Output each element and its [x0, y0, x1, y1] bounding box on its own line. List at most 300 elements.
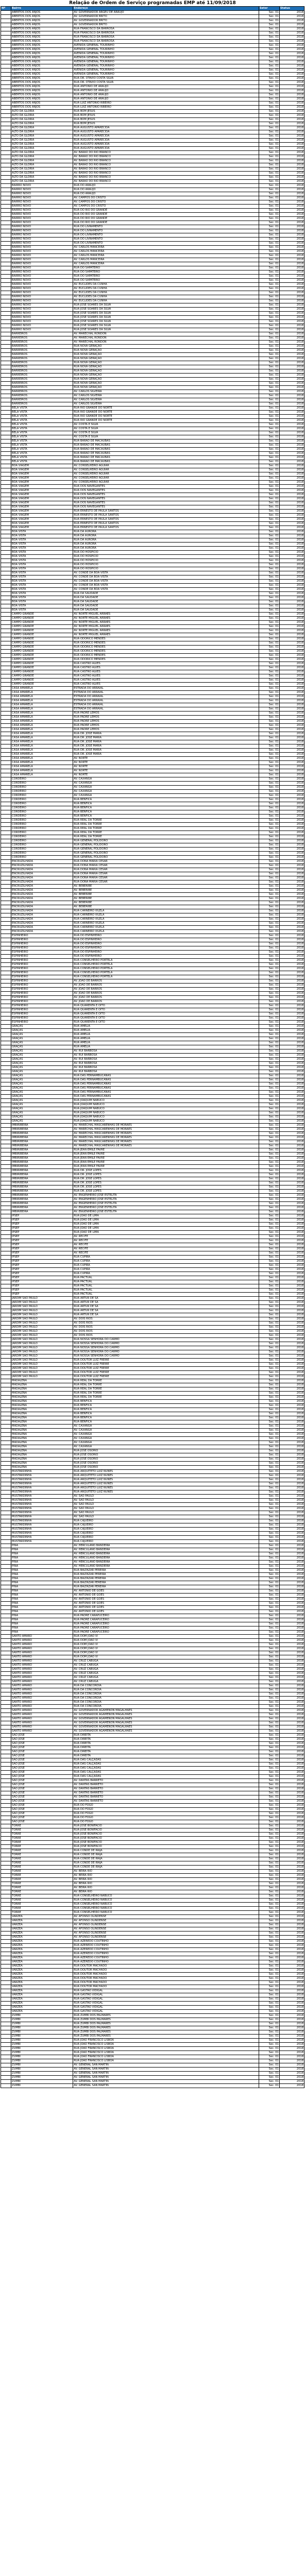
cell-status: 2018 [279, 1181, 304, 1185]
table-row [1, 1025, 304, 1029]
cell-endereco: RUA JOAQUIM NABUCO [73, 1120, 259, 1124]
cell-no [1, 1120, 11, 1124]
table-row [1, 1692, 304, 1697]
cell-status: 2018 [279, 683, 304, 687]
cell-status: 2018 [279, 163, 304, 167]
cell-bairro: IPSEP [11, 1218, 73, 1223]
cell-status: 2018 [279, 679, 304, 683]
cell-no [1, 1573, 11, 1577]
cell-status: 2018 [279, 1338, 304, 1342]
table-row [1, 547, 304, 551]
table-row [1, 1462, 304, 1466]
cell-setor: Sec. 01 [259, 584, 279, 588]
cell-setor: Sec. 01 [259, 126, 279, 130]
cell-status: 2018 [279, 1688, 304, 1692]
table-row [1, 1997, 304, 2002]
cell-endereco: RUA ERNESTO DE PAULA SANTOS [73, 526, 259, 530]
cell-no [1, 815, 11, 819]
table-row [1, 2022, 304, 2026]
cell-no [1, 374, 11, 378]
cell-endereco: AV. GOVERNADOR BRITO [73, 19, 259, 23]
cell-no [1, 580, 11, 584]
cell-endereco: RUA DOUTOR MACHADO [73, 1981, 259, 1985]
cell-setor: Sec. 01 [259, 1305, 279, 1309]
cell-status: 2018 [279, 1008, 304, 1012]
cell-setor: Sec. 01 [259, 1045, 279, 1049]
cell-status: 2018 [279, 1157, 304, 1161]
cell-status: 2018 [279, 1795, 304, 1800]
cell-setor: Sec. 01 [259, 1544, 279, 1548]
table-row [1, 1305, 304, 1309]
table-row [1, 1552, 304, 1556]
cell-endereco: RUA DIREITA [73, 1742, 259, 1746]
cell-no [1, 1458, 11, 1462]
cell-bairro: ZUMBI [11, 2051, 73, 2055]
table-row [1, 1519, 304, 1523]
table-row [1, 938, 304, 942]
cell-status: 2018 [279, 1985, 304, 1989]
table-row [1, 658, 304, 662]
cell-no [1, 184, 11, 188]
table-row [1, 1857, 304, 1861]
cell-no [1, 1354, 11, 1359]
cell-no [1, 1128, 11, 1132]
cell-setor: Sec. 01 [259, 1466, 279, 1470]
cell-bairro: SANTO AMARO [11, 1659, 73, 1664]
cell-setor: Sec. 01 [259, 118, 279, 122]
cell-no [1, 1363, 11, 1367]
cell-status: 2018 [279, 456, 304, 460]
cell-status: 2018 [279, 1779, 304, 1783]
cell-bairro: SÃO JOSÉ [11, 1816, 73, 1820]
table-row [1, 93, 304, 97]
cell-endereco: RUA DA CONCÓRDIA [73, 1697, 259, 1701]
cell-status: 2018 [279, 1664, 304, 1668]
cell-endereco: AV. CAXANGÁ [73, 1437, 259, 1441]
cell-bairro: ABERTOS DOS ANJOS [11, 106, 73, 110]
cell-bairro: PINA [11, 1552, 73, 1556]
cell-status: 2018 [279, 979, 304, 984]
cell-no [1, 44, 11, 48]
cell-endereco: RUA BENFICA [73, 1408, 259, 1412]
cell-setor: Sec. 01 [259, 1890, 279, 1894]
cell-bairro: ESPINHEIRO [11, 1012, 73, 1016]
table-row [1, 1021, 304, 1025]
cell-endereco: RUA DOUTOR MACHADO [73, 1969, 259, 1973]
cell-no [1, 1058, 11, 1062]
cell-no [1, 1132, 11, 1136]
cell-setor: Sec. 01 [259, 159, 279, 163]
table-row [1, 419, 304, 423]
cell-status: 2018 [279, 1297, 304, 1301]
cell-bairro: BOA VIAGEM [11, 464, 73, 468]
cell-endereco: RUA DOS NAVEGANTES [73, 485, 259, 489]
cell-bairro: VÁRZEA [11, 2002, 73, 2006]
cell-endereco: AV. ANTÔNIO DE GÓES [73, 1610, 259, 1614]
table-row [1, 1610, 304, 1614]
cell-status: 2018 [279, 77, 304, 81]
cell-endereco: RUA ODORICO MENDES [73, 650, 259, 654]
cell-endereco: RUA REAL DA TORRE [73, 819, 259, 823]
cell-bairro: ZUMBI [11, 2076, 73, 2080]
cell-endereco: AV. AFONSO OLINDENSE [73, 1923, 259, 1927]
cell-no [1, 1000, 11, 1004]
cell-bairro: SANTO AMARO [11, 1664, 73, 1668]
cell-bairro: ABERTOS DOS ANJOS [11, 15, 73, 19]
table-row [1, 1837, 304, 1841]
table-row [1, 1280, 304, 1284]
cell-status: 2018 [279, 711, 304, 716]
cell-status: 2018 [279, 617, 304, 621]
table-row [1, 1730, 304, 1734]
cell-endereco: RUA CARNEIRO VILELA [73, 909, 259, 913]
cell-endereco: RUA JOÃO FRANCISCO LISBOA [73, 2047, 259, 2051]
cell-no [1, 1548, 11, 1552]
cell-bairro: BARREIROS [11, 402, 73, 406]
cell-setor: Sec. 01 [259, 1618, 279, 1622]
cell-endereco: RUA DA CONCÓRDIA [73, 1684, 259, 1688]
cell-status: 2018 [279, 1272, 304, 1276]
cell-bairro: BARREIROS [11, 382, 73, 386]
cell-no [1, 1886, 11, 1890]
cell-no [1, 69, 11, 73]
cell-no [1, 1635, 11, 1639]
table-row [1, 543, 304, 547]
cell-status: 2018 [279, 782, 304, 786]
cell-bairro: BAIRRO NOVO [11, 299, 73, 303]
cell-status: 2018 [279, 670, 304, 674]
cell-no [1, 1087, 11, 1091]
table-row [1, 468, 304, 472]
cell-setor: Sec. 01 [259, 2014, 279, 2018]
cell-status: 2018 [279, 1301, 304, 1305]
cell-no [1, 782, 11, 786]
table-row [1, 1482, 304, 1486]
cell-endereco: RUA DR. JOSÉ MARIA [73, 749, 259, 753]
cell-no [1, 979, 11, 984]
cell-no [1, 679, 11, 683]
cell-status: 2018 [279, 1470, 304, 1474]
cell-status: 2018 [279, 1202, 304, 1206]
cell-bairro: ZUMBI [11, 2055, 73, 2059]
cell-setor: Sec. 01 [259, 810, 279, 815]
cell-status: 2018 [279, 2072, 304, 2076]
cell-status: 2018 [279, 411, 304, 415]
cell-bairro: PINA [11, 1614, 73, 1618]
cell-status: 2018 [279, 1923, 304, 1927]
cell-bairro: CASA AMARELA [11, 732, 73, 736]
cell-no [1, 1066, 11, 1070]
cell-no [1, 2080, 11, 2084]
cell-setor: Sec. 01 [259, 984, 279, 988]
cell-endereco: AV. NORTE MIGUEL ARRAES [73, 625, 259, 629]
cell-endereco: AV. AFONSO OLINDENSE [73, 1927, 259, 1931]
cell-endereco: AV. CONDE DA BOA VISTA [73, 580, 259, 584]
cell-setor: Sec. 01 [259, 1210, 279, 1214]
cell-endereco: RUA PACTUAL [73, 1289, 259, 1293]
cell-bairro: MUSTARDINHA [11, 1499, 73, 1503]
table-row [1, 73, 304, 77]
cell-endereco: RUA DR. JOSÉ MARIA [73, 732, 259, 736]
cell-endereco: RUA ARTUR DE SÁ [73, 1309, 259, 1313]
cell-endereco: AV. DANTAS BARRETO [73, 1791, 259, 1795]
cell-bairro: BOA VISTA [11, 567, 73, 571]
cell-bairro: TORRE [11, 1882, 73, 1886]
cell-setor: Sec. 01 [259, 1247, 279, 1251]
cell-endereco: AV. ENGENHEIRO JOSÉ ESTELITA [73, 1210, 259, 1214]
cell-status: 2018 [279, 736, 304, 740]
cell-no [1, 188, 11, 192]
cell-bairro: IMBIRIBEIRA [11, 1206, 73, 1210]
cell-bairro: TORRE [11, 1837, 73, 1841]
cell-endereco: RUA DAS PERNAMBUCANAS [73, 1082, 259, 1087]
cell-no [1, 1618, 11, 1622]
cell-status: 2018 [279, 386, 304, 390]
cell-no [1, 1202, 11, 1206]
cell-status: 2018 [279, 118, 304, 122]
cell-status: 2018 [279, 1585, 304, 1589]
cell-setor: Sec. 01 [259, 2051, 279, 2055]
cell-no [1, 1470, 11, 1474]
cell-setor: Sec. 01 [259, 1602, 279, 1606]
cell-no [1, 493, 11, 497]
table-row [1, 188, 304, 192]
cell-endereco: AV. GOVERNADOR AGAMENON MAGALHÃES [73, 1717, 259, 1721]
cell-setor: Sec. 01 [259, 732, 279, 736]
cell-endereco: RUA DR. JOSÉ MARIA [73, 744, 259, 749]
cell-endereco: AV. CAXANGÁ [73, 786, 259, 790]
cell-endereco: RUA AMÉLIA [73, 1029, 259, 1033]
cell-no [1, 1342, 11, 1346]
table-row [1, 1363, 304, 1367]
cell-bairro: ENCRUZILHADA [11, 913, 73, 918]
table-row [1, 258, 304, 262]
cell-no [1, 1375, 11, 1379]
cell-setor: Sec. 01 [259, 1041, 279, 1045]
cell-setor: Sec. 01 [259, 716, 279, 720]
cell-status: 2018 [279, 749, 304, 753]
cell-status: 2018 [279, 555, 304, 559]
cell-status: 2018 [279, 493, 304, 497]
cell-bairro: MADALENA [11, 1416, 73, 1420]
cell-setor: Sec. 01 [259, 839, 279, 843]
cell-status: 2018 [279, 1956, 304, 1960]
cell-setor: Sec. 01 [259, 431, 279, 435]
table-row [1, 1054, 304, 1058]
cell-status: 2018 [279, 36, 304, 40]
cell-endereco: RUA LUIZ ANTONIO RIBEIRO [73, 101, 259, 106]
cell-status: 2018 [279, 625, 304, 629]
cell-bairro: SANTO AMARO [11, 1705, 73, 1709]
cell-status: 2018 [279, 448, 304, 452]
table-row [1, 1495, 304, 1499]
table-row [1, 1725, 304, 1730]
cell-status: 2018 [279, 864, 304, 868]
cell-status: 2018 [279, 1264, 304, 1268]
cell-setor: Sec. 01 [259, 452, 279, 456]
cell-endereco: AV. CONDE DA BOA VISTA [73, 571, 259, 575]
table-row [1, 270, 304, 275]
cell-setor: Sec. 01 [259, 1931, 279, 1936]
cell-endereco: AVENIDA GENERAL TOURINHO [73, 69, 259, 73]
cell-setor: Sec. 01 [259, 312, 279, 316]
cell-no [1, 592, 11, 596]
table-row [1, 1070, 304, 1074]
cell-setor: Sec. 01 [259, 2030, 279, 2035]
cell-bairro: TORRE [11, 1861, 73, 1866]
cell-bairro: ABERTOS DOS ANJOS [11, 40, 73, 44]
cell-endereco: RUA AUGUSTO APARECIDA [73, 126, 259, 130]
cell-no [1, 101, 11, 106]
table-row [1, 295, 304, 299]
table-row [1, 1045, 304, 1049]
cell-status: 2018 [279, 2030, 304, 2035]
cell-no [1, 1148, 11, 1153]
cell-setor: Sec. 01 [259, 543, 279, 547]
cell-endereco: RUA DR. JOSÉ LOPES [73, 1169, 259, 1173]
cell-bairro: CASA AMARELA [11, 765, 73, 769]
cell-setor: Sec. 01 [259, 1474, 279, 1478]
cell-status: 2018 [279, 1853, 304, 1857]
cell-setor: Sec. 01 [259, 1441, 279, 1445]
cell-status: 2018 [279, 110, 304, 114]
cell-bairro: CASA AMARELA [11, 757, 73, 761]
cell-endereco: RUA ARQUITETO LUIZ NUNES [73, 1470, 259, 1474]
cell-no [1, 547, 11, 551]
cell-setor: Sec. 01 [259, 1144, 279, 1148]
cell-bairro: SANTO AMARO [11, 1721, 73, 1725]
table-row [1, 1589, 304, 1594]
cell-bairro: TORRE [11, 1866, 73, 1870]
cell-setor: Sec. 01 [259, 1157, 279, 1161]
cell-status: 2018 [279, 543, 304, 547]
cell-endereco: AV. CONSELHEIRO AGUIAR [73, 464, 259, 468]
table-row [1, 1297, 304, 1301]
cell-setor: Sec. 01 [259, 617, 279, 621]
cell-status: 2018 [279, 320, 304, 324]
cell-setor: Sec. 01 [259, 1223, 279, 1227]
cell-status: 2018 [279, 720, 304, 724]
cell-no [1, 1857, 11, 1861]
cell-endereco: RUA DAS PERNAMBUCANAS [73, 1095, 259, 1099]
table-row [1, 959, 304, 963]
cell-endereco: AV. ANTÔNIO DE GÓES [73, 1589, 259, 1594]
cell-no [1, 1214, 11, 1218]
cell-endereco: AV. CRUZ CABUGÁ [73, 1659, 259, 1664]
cell-setor: Sec. 01 [259, 2006, 279, 2010]
cell-status: 2018 [279, 1037, 304, 1041]
cell-status: 2018 [279, 345, 304, 349]
table-row [1, 411, 304, 415]
table-row [1, 299, 304, 303]
table-row [1, 1680, 304, 1684]
cell-setor: Sec. 01 [259, 2022, 279, 2026]
cell-status: 2018 [279, 1903, 304, 1907]
cell-bairro: ZUMBI [11, 2084, 73, 2088]
cell-setor: Sec. 01 [259, 411, 279, 415]
cell-bairro: ESPINHEIRO [11, 984, 73, 988]
cell-endereco: RUA CONSELHEIRO PORTELA [73, 967, 259, 971]
cell-no [1, 1861, 11, 1866]
cell-no [1, 992, 11, 996]
cell-setor: Sec. 01 [259, 1066, 279, 1070]
table-row [1, 872, 304, 876]
cell-bairro: MADALENA [11, 1404, 73, 1408]
cell-status: 2018 [279, 1185, 304, 1190]
cell-no [1, 1157, 11, 1161]
cell-status: 2018 [279, 1392, 304, 1396]
cell-endereco: RUA REAL DA TORRE [73, 1383, 259, 1387]
cell-setor: Sec. 01 [259, 1132, 279, 1136]
table-row [1, 720, 304, 724]
cell-no [1, 1107, 11, 1111]
cell-status: 2018 [279, 1326, 304, 1330]
cell-bairro: CORDEIRO [11, 843, 73, 848]
cell-bairro: SANTO AMARO [11, 1668, 73, 1672]
cell-setor: Sec. 01 [259, 1730, 279, 1734]
cell-setor: Sec. 01 [259, 1956, 279, 1960]
cell-setor: Sec. 01 [259, 209, 279, 213]
cell-endereco: RUA BENFICA [73, 1416, 259, 1420]
cell-setor: Sec. 01 [259, 1082, 279, 1087]
cell-setor: Sec. 01 [259, 1528, 279, 1532]
cell-setor: Sec. 01 [259, 1886, 279, 1890]
table-row [1, 1293, 304, 1297]
cell-no [1, 1853, 11, 1857]
cell-endereco: RUA QUARENTA E OITO [73, 1012, 259, 1016]
cell-setor: Sec. 01 [259, 505, 279, 510]
cell-status: 2018 [279, 1528, 304, 1532]
cell-status: 2018 [279, 1870, 304, 1874]
table-row [1, 64, 304, 69]
cell-status: 2018 [279, 1054, 304, 1058]
cell-setor: Sec. 01 [259, 1664, 279, 1668]
cell-no [1, 922, 11, 926]
cell-no [1, 1268, 11, 1272]
table-row [1, 1903, 304, 1907]
table-row [1, 1540, 304, 1544]
cell-endereco: RUA GENERAL POLIDORO [73, 856, 259, 860]
cell-status: 2018 [279, 1330, 304, 1334]
cell-endereco: RUA JEAN EMILE FAVRE [73, 1165, 259, 1169]
cell-setor: Sec. 01 [259, 1177, 279, 1181]
cell-status: 2018 [279, 134, 304, 139]
cell-no [1, 394, 11, 398]
table-row [1, 1668, 304, 1672]
cell-no [1, 1449, 11, 1453]
cell-setor: Sec. 01 [259, 97, 279, 101]
cell-endereco: AV. CONDE DA BOA VISTA [73, 588, 259, 592]
cell-no [1, 1899, 11, 1903]
cell-status: 2018 [279, 394, 304, 398]
cell-no [1, 1812, 11, 1816]
cell-endereco: RUA AMÉLIA [73, 1033, 259, 1037]
cell-status: 2018 [279, 1602, 304, 1606]
table-row [1, 897, 304, 901]
cell-endereco: AV. DOIS RIOS [73, 1326, 259, 1330]
cell-setor: Sec. 01 [259, 1511, 279, 1515]
table-row [1, 913, 304, 918]
cell-endereco: RUA ANTONIO DE ARAUJO [73, 93, 259, 97]
cell-no [1, 1247, 11, 1251]
cell-bairro: JARDIM SÃO PAULO [11, 1321, 73, 1326]
cell-setor: Sec. 01 [259, 1969, 279, 1973]
cell-endereco: RUA DOUTOR LUIZ FREIRE [73, 1359, 259, 1363]
table-row [1, 707, 304, 711]
cell-status: 2018 [279, 839, 304, 843]
cell-bairro: SANTO AMARO [11, 1709, 73, 1713]
cell-setor: Sec. 01 [259, 637, 279, 641]
